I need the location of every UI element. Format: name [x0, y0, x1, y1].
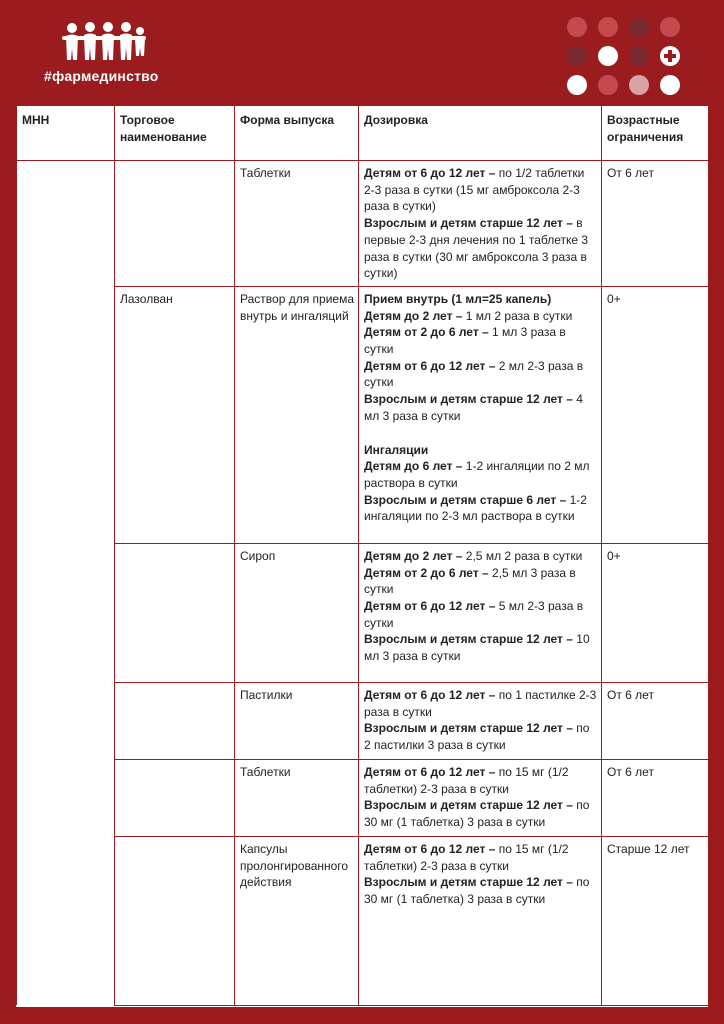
age-cell: От 6 лет [602, 682, 709, 759]
dosage-group-label: Взрослым и детям старше 6 лет – [364, 492, 567, 507]
dot [567, 46, 587, 66]
dosage-text: по 15 мг (1/2 таблетки) 2-3 раза в сутки [364, 764, 569, 796]
medical-cross-icon [660, 46, 680, 66]
spacer [364, 425, 597, 442]
header-dosage: Дозировка [359, 106, 602, 161]
dosage-cell [359, 759, 602, 836]
brand-name: #фармединство [44, 68, 159, 84]
dosage-text: 2 мл 2-3 раза в сутки [364, 358, 584, 390]
age-cell: Старше 12 лет [602, 836, 709, 1005]
dosage-text: по 1/2 таблетки 2-3 раза в сутки (15 мг амброксола 2-3 раза в сутки) [364, 166, 585, 214]
dosage-text: 4 мл 3 раза в сутки [364, 392, 583, 423]
dosage-group-label: Взрослым и детям старше 12 лет – [364, 875, 573, 890]
dosage-text: по 30 мг (1 таблетка) 3 раза в сутки [364, 798, 590, 830]
table-header-row [17, 106, 709, 161]
dosage-text: 10 мл 3 раза в сутки [364, 632, 590, 664]
dosage-table [16, 105, 709, 1006]
form-cell: Сироп [235, 543, 359, 682]
dosage-group-label: Взрослым и детям старше 12 лет – [364, 798, 573, 813]
page-header [0, 0, 724, 105]
dosage-text: 2,5 мл 3 раза в сутки [364, 565, 576, 597]
dot [598, 46, 618, 66]
dot [629, 46, 649, 66]
mnn-cell [17, 161, 115, 1006]
decorative-dots [567, 17, 697, 97]
dosage-group-label: Детям от 6 до 12 лет – [364, 599, 496, 614]
age-cell: 0+ [602, 543, 709, 682]
dosage-text: 1-2 ингаляции по 2-3 мл раствора в сутки [364, 492, 587, 524]
table-row [17, 836, 709, 1005]
dosage-text: 2,5 мл 2 раза в сутки [462, 548, 583, 563]
form-cell: Капсулы пролонгированного действия [235, 836, 359, 1005]
dosage-cell [359, 682, 602, 759]
dosage-group-label: Детям от 6 до 12 лет – [364, 358, 496, 373]
dosage-group-label: Взрослым и детям старше 12 лет – [364, 721, 573, 736]
dosage-group-label: Детям от 6 до 12 лет – [364, 841, 496, 856]
dosage-section-heading: Прием внутрь (1 мл=25 капель) [364, 291, 552, 306]
dosage-cell [359, 161, 602, 287]
age-cell: От 6 лет [602, 759, 709, 836]
dosage-group-label: Детям от 6 до 12 лет – [364, 687, 496, 702]
dot [660, 75, 680, 95]
dot [660, 17, 680, 37]
dosage-cell [359, 286, 602, 543]
dosage-group-label: Детям до 2 лет – [364, 308, 463, 323]
form-cell: Пастилки [235, 682, 359, 759]
brand-logo [44, 22, 164, 92]
dosage-group-label: Детям от 2 до 6 лет – [364, 565, 489, 580]
dosage-cell [359, 836, 602, 1005]
dot [629, 17, 649, 37]
dot [629, 75, 649, 95]
age-cell: 0+ [602, 286, 709, 543]
header-form: Форма выпуска [235, 106, 359, 161]
dosage-section-heading: Ингаляции [364, 442, 429, 457]
dosage-text: по 30 мг (1 таблетка) 3 раза в сутки [364, 875, 590, 907]
trade-name-cell: Лазолван [115, 286, 235, 543]
dosage-text: в первые 2-3 дня лечения по 1 таблетке 3 раза в сутки (30 мг амброксола 3 раза в сутки) [364, 216, 589, 281]
table-row [17, 543, 709, 682]
dosage-group-label: Взрослым и детям старше 12 лет – [364, 392, 573, 407]
dosage-cell [359, 543, 602, 682]
dosage-group-label: Взрослым и детям старше 12 лет – [364, 632, 573, 647]
form-cell: Таблетки [235, 759, 359, 836]
table-row [17, 286, 709, 543]
form-cell: Раствор для приема внутрь и ингаляций [235, 286, 359, 543]
dosage-text: по 15 мг (1/2 таблетки) 2-3 раза в сутки [364, 841, 569, 873]
dosage-group-label: Детям от 6 до 12 лет – [364, 166, 496, 180]
dosage-text: по 1 пастилке 2-3 раза в сутки [364, 687, 597, 719]
trade-name-cell [115, 543, 235, 682]
trade-name-cell [115, 682, 235, 759]
dot [567, 17, 587, 37]
table-row [17, 759, 709, 836]
trade-name-cell [115, 161, 235, 287]
dosage-group-label: Детям от 2 до 6 лет – [364, 325, 489, 340]
age-cell: От 6 лет [602, 161, 709, 287]
dosage-group-label: Детям от 6 до 12 лет – [364, 764, 496, 779]
table-row [17, 682, 709, 759]
trade-name-cell [115, 759, 235, 836]
form-cell: Таблетки [235, 161, 359, 287]
dosage-text: 5 мл 2-3 раза в сутки [364, 599, 584, 630]
dosage-text: 1-2 ингаляции по 2 мл раствора в сутки [364, 459, 590, 490]
header-trade-name: Торговое наименование [115, 106, 235, 161]
trade-name-cell [115, 836, 235, 1005]
table-row [17, 161, 709, 287]
dot [567, 75, 587, 95]
dosage-text: по 2 пастилки 3 раза в сутки [364, 721, 590, 753]
dosage-group-label: Детям до 6 лет – [364, 459, 463, 474]
dosage-text: 1 мл 2 раза в сутки [462, 308, 573, 323]
dot [598, 75, 618, 95]
dosage-group-label: Взрослым и детям старше 12 лет – [364, 216, 573, 231]
header-age: Возрастные ограничения [602, 106, 709, 161]
header-mnn: МНН [17, 106, 115, 161]
people-icon [62, 22, 146, 62]
dot [598, 17, 618, 37]
document-page [16, 105, 708, 1007]
dosage-group-label: Детям до 2 лет – [364, 548, 463, 563]
dosage-text: 1 мл 3 раза в сутки [364, 325, 566, 357]
